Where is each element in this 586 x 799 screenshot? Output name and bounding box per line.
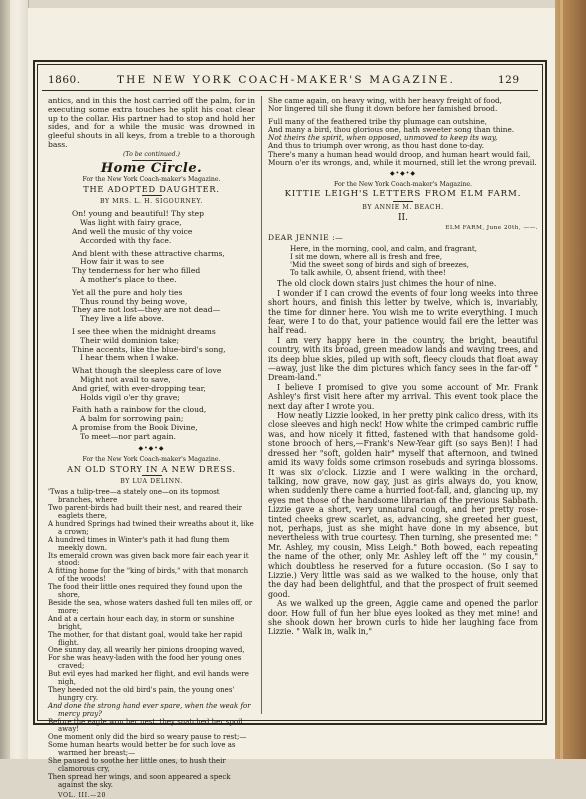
stanza (72, 210, 255, 245)
verse-line: 'Twas a tulip-tree—a stately one—on its topmost branches, where (48, 488, 220, 505)
letter-paragraph: I wonder if I can crowd the events of four long weeks into three short hours, and finish this letter by twelve, which is, invariably, the time for dinner here. You wish me to write everything. I much fear, were I to do that, your patience would fail ere the letter was half read. (268, 288, 538, 336)
letters-title: KITTIE LEIGH'S LETTERS FROM ELM FARM. (284, 189, 522, 200)
verse-line: But evil eyes had marked her flight, and evil hands were nigh, (48, 670, 249, 687)
verse-line: Accorded with thy face. (80, 235, 172, 245)
divider (142, 195, 162, 196)
verse-line: And grief, with ever-dropping tear, (72, 383, 206, 393)
header-rule (42, 90, 538, 91)
letters-source: For the New York Coach-maker's Magazine. (334, 181, 472, 189)
letter-dateline: ELM FARM, June 20th, ——. (445, 224, 538, 231)
verse-line: Thy tenderness for her who filled (72, 266, 201, 276)
poem1-stanzas (48, 210, 255, 441)
letter-verse (290, 245, 538, 278)
verse-line: And well the music of thy voice (72, 226, 193, 236)
poem1-source: For the New York Coach-maker's Magazine. (82, 175, 221, 183)
column-divider (261, 96, 262, 714)
verse-line: To talk awhile, O, absent friend, with thee! (290, 268, 446, 278)
divider (142, 475, 162, 476)
right-column (268, 97, 538, 637)
poem2-continuation (268, 97, 538, 167)
verse-line: On! young and beautiful! Thy step (72, 209, 205, 219)
verse-line: And many a bird, thou glorious one, hath sweeter song than thine. (268, 124, 515, 134)
verse-line: They are not lost—they are not dead— (72, 305, 221, 315)
verse-line: I sit me down, where all is fresh and free, (290, 251, 443, 261)
verse-line: Yet all the pure and holy ties (72, 287, 183, 297)
letters-author: BY ANNIE M. BEACH. (362, 204, 444, 212)
verse-line: The food their little ones required they found upon the shore, (48, 583, 243, 600)
verse-line: A hundred times in Winter's path it had flung them meekly down. (48, 535, 230, 552)
page-year: 1860. (48, 74, 81, 86)
verse-line: Not theirs the spirit, when opposed, unmoved to keep its way, (268, 133, 498, 143)
verse-line: Thine accents, like the blue-bird's song, (72, 344, 226, 354)
verse-line: Their wild dominion take; (80, 335, 180, 345)
section-title: Home Circle. (100, 160, 203, 176)
poem2-title: AN OLD STORY IN A NEW DRESS. (67, 463, 236, 474)
verse-line: Might not avail to save, (80, 374, 171, 384)
stanza (72, 367, 255, 402)
verse-line: I see thee when the midnight dreams (72, 326, 216, 336)
verse-line: There's many a human head would droop, and human heart would fail, (268, 149, 531, 159)
verse-line: She came again, on heavy wing, with her heavy freight of food, (268, 96, 502, 105)
verse-line: Mourn o'er its wrongs, and, while it mourned, still let the wrong prevail. (268, 158, 537, 168)
poem1-author: BY MRS. L. H. SIGOURNEY. (100, 198, 203, 206)
verse-line: Beside the sea, whose waters dashed full ten miles off, or more; (48, 598, 253, 615)
stanza (72, 406, 255, 441)
letter-paragraph: As we walked up the green, Aggie came and opened the parlor door. How full of fun her blue eyes looked as they met mine! and she shook down her brown curls to hide her laughing face from Lizzie. " Walk in, walk in," (268, 599, 538, 637)
continued-paragraph: antics, and in this the host carried off the palm, for in executing some extra touches he split his coat clear up to the collar. His partner had to stop and hold her sides, and for a while the music was drowned in gleeful shouts in all keys, from a treble to a thorough bass. (48, 96, 255, 149)
letter-body (268, 279, 538, 636)
verse-line: A mother's place to thee. (80, 274, 177, 284)
verse-line: One sunny day, all wearily her pinions drooping waved, (48, 646, 245, 655)
verse-line: A fitting home for the "king of birds," with that monarch of the woods! (48, 567, 249, 584)
verse-line: And at a certain hour each day, in storm or sunshine bright, (48, 614, 235, 631)
verse-line: What though the sleepless care of love (72, 366, 222, 376)
verse-line: They heeded not the old bird's pain, the young ones' hungry cry. (48, 685, 235, 702)
running-title: THE NEW YORK COACH-MAKER'S MAGAZINE. (116, 74, 456, 86)
verse-line: Faith hath a rainbow for the cloud, (72, 405, 207, 415)
verse-line: Before the eagle won her nest, they snatched her spoil away! (48, 717, 243, 734)
verse-line: And done the strong hand ever spare, when the weak for mercy pray? (48, 701, 251, 718)
left-column (48, 97, 255, 799)
verse-line: They live a life above. (80, 314, 164, 324)
letter-paragraph: I am very happy here in the country, the bright, beautiful country, with its broad, green meadow lands and waving trees, and its deep blue skies, piled up with soft, fleecy clouds that float away—away, just like the dim pictures which fancy sees in the far-off " Dream-land." (268, 335, 538, 383)
letter-number: II. (398, 213, 408, 224)
verse-line: For she was heavy-laden with the food her young ones craved; (48, 654, 242, 671)
poem1-title: THE ADOPTED DAUGHTER. (83, 183, 220, 194)
ornament-divider: ◆•◆•◆ (390, 170, 416, 178)
verse-line: I hear them when I wake. (80, 353, 179, 363)
verse-line: Some human hearts would better be for such love as warmed her breast;— (48, 741, 236, 758)
facing-page-gutter (10, 0, 29, 759)
stanza (72, 328, 255, 363)
poem2-lines (48, 489, 255, 789)
verse-line: Two parent-birds had built their nest, and reared their eaglets there, (48, 504, 243, 521)
verse-line: Nor lingered till she flung it down before her famished brood. (268, 104, 498, 114)
stanza (72, 250, 255, 285)
verse-line: She paused to soothe her little ones, to hush their clamorous cry, (48, 757, 226, 774)
verse-line: Was light with fairy grace, (80, 218, 182, 228)
verse-line: The mother, for that distant goal, would take her rapid flight. (48, 630, 243, 647)
verse-line: And thus to triumph over wrong, as thou hast done to-day. (268, 141, 485, 151)
verse-line: Holds vigil o'er thy grave; (80, 392, 180, 402)
spine-highlight (560, 0, 563, 759)
verse-line: A promise from the Book Divine, (72, 422, 198, 432)
divider (393, 201, 413, 202)
stanza (72, 289, 255, 324)
verse-line: A hundred Springs had twined their wreaths about it, like a crown; (48, 519, 254, 536)
verse-line: One moment only did the bird so weary pause to rest;— (48, 733, 247, 742)
verse-line: A balm for sorrowing pain; (80, 414, 184, 424)
ornament-divider: ◆•◆•◆ (138, 444, 165, 452)
verse-line: To meet—nor part again. (80, 431, 176, 441)
verse-line: And blent with these attractive charms, (72, 248, 225, 258)
poem2-author: BY LUA DELINN. (120, 478, 183, 486)
verse-line: Here, in the morning, cool, and calm, and fragrant, (290, 243, 478, 253)
letter-paragraph: The old clock down stairs just chimes the hour of nine. (277, 279, 497, 289)
verse-line: Full many of the feathered tribe thy plumage can outshine, (268, 116, 487, 126)
verse-line: Thus round thy being wove, (80, 296, 188, 306)
page-number: 129 (498, 74, 520, 86)
poem2-source: For the New York Coach-maker's Magazine. (82, 455, 221, 463)
verse-line: How fair it was to see (80, 257, 165, 267)
letter-salutation: DEAR JENNIE :— (268, 232, 344, 242)
letter-paragraph: I believe I promised to give you some account of Mr. Frank Ashley's first visit here after my arrival. This event took place the next day after I wrote you. (268, 382, 538, 411)
volume-signature: VOL. III.—20 (58, 791, 107, 799)
verse-line: Then spread her wings, and soon appeared a speck against the sky. (48, 772, 231, 789)
verse-line: 'Mid the sweet song of birds and sigh of breezes, (290, 259, 469, 269)
letter-paragraph: How neatly Lizzie looked, in her pretty pink calico dress, with its close sleeves and high neck! How white the crimped cambric ruffle was, and how nicely it fitted, fastened with that handsome gold-stone brooch of hers,—Frank's New-Year gift (so says Ben)! I had dressed her "soft, golden hair" myself that afternoon, and twined amid its wavy folds some crimson rosebuds and syringa blossoms. It was six o'clock. Lizzie and I were walking in the orchard, talking, now grave, now gay, just as girls always do, you know, when suddenly there came a hurried foot-fall, and, glancing up, my eyes met those of the handsome librarian of the previous Sabbath. Lizzie gave a short, very unnatural cough, and her pretty rose-tinted cheeks grew scarlet, as, advancing, she greeted her guest, not, perhaps, just as she might have done in my absence, but nevertheless with true courtesy. Then turning, she presented me: " Mr. Ashley, my cousin, Miss Leigh." Both bowed, each repeating the name of the other, only Mr. Ashley left off the " my cousin," which doubtless he reserved for a future occasion. (So I say to Lizzie.) Very little was said as we walked to the house, only that the day had been delightful, and that the prospect of fruit seemed good. (268, 411, 538, 599)
continued-note: (To be continued.) (123, 150, 180, 158)
verse-line: Its emerald crown was given back more fair each year it stood: (48, 551, 249, 568)
